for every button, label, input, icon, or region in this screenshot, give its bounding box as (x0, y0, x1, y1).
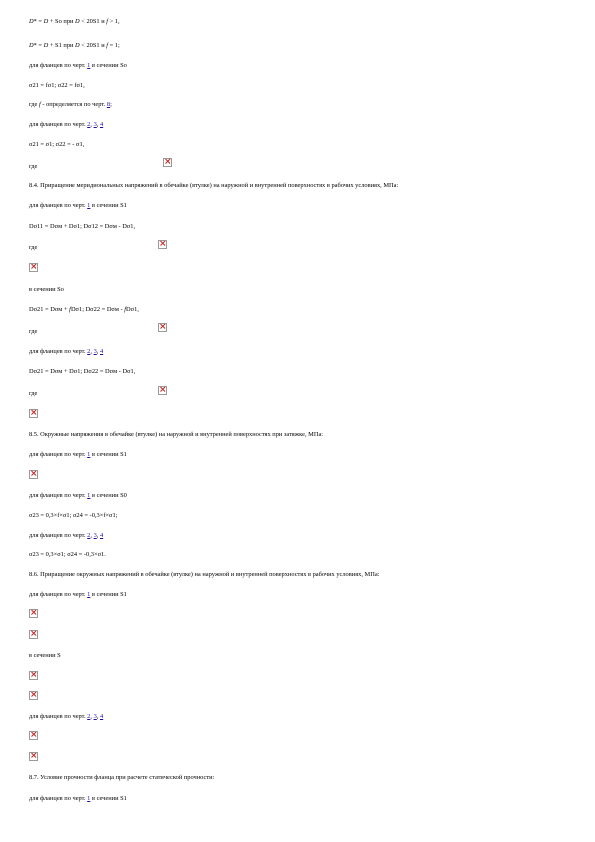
drawing-link-8[interactable]: 8 (106, 101, 111, 108)
formula-d-star-so: D* = D + So при D < 20S1 и f > 1, (29, 18, 120, 25)
text-line: для фланцев по черт. 2, 3, 4 (29, 121, 104, 128)
drawing-link-2[interactable]: 2 (87, 532, 91, 539)
drawing-link-3[interactable]: 3 (93, 532, 97, 539)
drawing-link-3[interactable]: 3 (93, 121, 97, 128)
text-line: для фланцев по черт. 2, 3, 4 (29, 348, 104, 355)
section-heading: 8.5. Окружные напряжения в обечайке (втулке) на наружной и внутренней поверхностях при затяжке, МПа: (29, 431, 324, 438)
text-line: где (29, 244, 38, 251)
broken-image-icon (158, 386, 167, 395)
text-line: для фланцев по черт. 1 в сечении S1 (29, 591, 127, 598)
drawing-link-1[interactable]: 1 (87, 591, 91, 598)
formula-line: σ21 = σ1; σ22 = - σ1, (29, 141, 85, 148)
text-line: для фланцев по черт. 2, 3, 4 (29, 532, 104, 539)
formula-line: σ23 = 0,3×f×σ1; σ24 = -0,3×f×σ1; (29, 512, 118, 519)
drawing-link-4[interactable]: 4 (99, 532, 104, 539)
broken-image-icon (29, 609, 38, 618)
text-line: где (29, 328, 38, 335)
drawing-link-4[interactable]: 4 (99, 713, 104, 720)
text-line: в сечении S (29, 652, 61, 659)
drawing-link-1[interactable]: 1 (87, 795, 91, 802)
section-heading: 8.7. Условие прочности фланца при расчете статической прочности: (29, 774, 215, 781)
drawing-link-2[interactable]: 2 (87, 348, 91, 355)
broken-image-icon (29, 752, 38, 761)
drawing-link-4[interactable]: 4 (99, 348, 104, 355)
text-line: для фланцев по черт. 1 в сечении S0 (29, 492, 127, 499)
broken-image-icon (29, 671, 38, 680)
formula-d-star-s1: D* = D + S1 при D < 20S1 и f = 1; (29, 42, 120, 49)
section-heading: 8.4. Приращение меридиональных напряжений в обечайке (втулке) на наружной и внутренней поверхностях в рабочих условиях, МПа: (29, 182, 399, 189)
text-line: в сечении So (29, 286, 64, 293)
drawing-link-1[interactable]: 1 (87, 492, 91, 499)
drawing-link-3[interactable]: 3 (93, 713, 97, 720)
broken-image-icon (29, 409, 38, 418)
broken-image-icon (29, 263, 38, 272)
formula-line: σ21 = fσ1; σ22 = fσ1, (29, 82, 85, 89)
broken-image-icon (29, 470, 38, 479)
text-line: для фланцев по черт. 1 в сечении S1 (29, 795, 127, 802)
text-line: для фланцев по черт. 1 в сечении S1 (29, 202, 127, 209)
broken-image-icon (158, 323, 167, 332)
formula-line: σ23 = 0,3×σ1; σ24 = -0,3×σ1. (29, 551, 106, 558)
drawing-link-2[interactable]: 2 (87, 713, 91, 720)
text-line: для фланцев по черт. 2, 3, 4 (29, 713, 104, 720)
drawing-link-3[interactable]: 3 (93, 348, 97, 355)
formula-line: Dσ11 = Dσм + Dσ1; Dσ12 = Dσм - Dσ1, (29, 223, 136, 230)
formula-line: Dσ21 = Dσм + fDσ1; Dσ22 = Dσм - fDσ1, (29, 306, 139, 313)
broken-image-icon (29, 731, 38, 740)
section-heading: 8.6. Приращение окружных напряжений в обечайке (втулке) на наружной и внутренней поверхностях в рабочих условиях, МПа: (29, 571, 380, 578)
broken-image-icon (163, 158, 172, 167)
text-line: для фланцев по черт. 1 в сечении So (29, 62, 127, 69)
drawing-link-1[interactable]: 1 (87, 202, 91, 209)
drawing-link-2[interactable]: 2 (87, 121, 91, 128)
formula-line: Dσ21 = Dσм + Dσ1; Dσ22 = Dσм - Dσ1, (29, 368, 136, 375)
drawing-link-1[interactable]: 1 (87, 62, 91, 69)
text-line: где (29, 163, 38, 170)
drawing-link-4[interactable]: 4 (99, 121, 104, 128)
broken-image-icon (29, 691, 38, 700)
text-line: где (29, 390, 38, 397)
text-line: для фланцев по черт. 1 в сечении S1 (29, 451, 127, 458)
broken-image-icon (158, 240, 167, 249)
text-line: где f - определяется по черт. 8; (29, 101, 112, 108)
broken-image-icon (29, 630, 38, 639)
drawing-link-1[interactable]: 1 (87, 451, 91, 458)
